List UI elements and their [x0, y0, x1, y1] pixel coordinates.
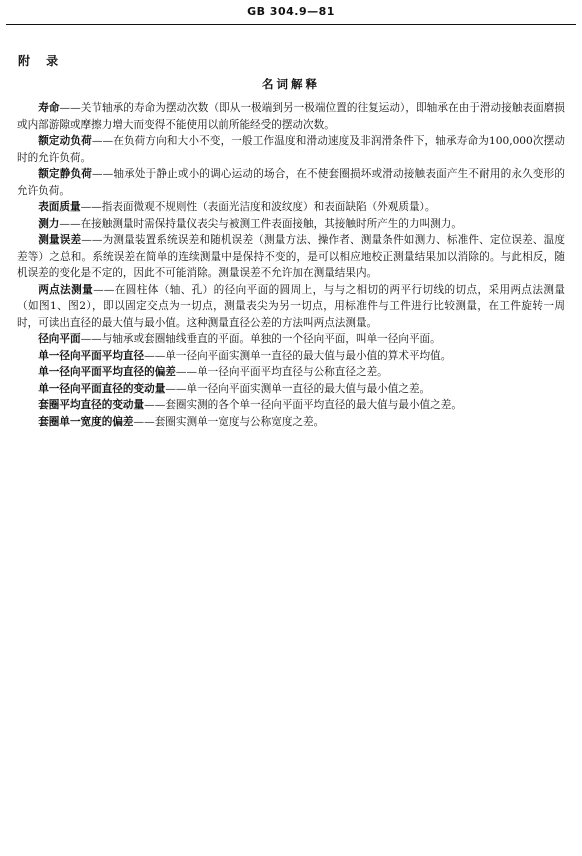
glossary-entry	[17, 133, 565, 166]
entry-term: 单一径向平面平均直径	[38, 349, 145, 362]
entry-definition: ——与轴承或套圈轴线垂直的平面。单独的一个径向平面，叫单一径向平面。	[80, 333, 441, 345]
entry-definition: ——单一径向平面平均直径与公称直径之差。	[175, 366, 388, 378]
entry-term: 套圈平均直径的变动量	[38, 399, 145, 411]
section-title: 名词解释	[262, 77, 320, 91]
glossary-entry	[17, 216, 565, 233]
glossary-entry	[17, 199, 565, 216]
entry-term: 表面质量	[38, 201, 81, 213]
glossary-entry	[17, 166, 565, 199]
glossary-entry	[17, 282, 565, 332]
glossary-entry	[17, 348, 565, 365]
entry-definition: ——套圈实测单一宽度与公称宽度之差。	[133, 415, 325, 428]
entry-definition: ——在接触测量时需保持量仪表尖与被测工件表面接触，其接触时所产生的力叫测力。	[59, 217, 462, 230]
glossary-entry	[17, 232, 565, 282]
entry-term: 寿命	[38, 102, 60, 114]
header-divider	[6, 24, 576, 25]
entry-definition: ——单一径向平面实测单一直径的最大值与最小值之差。	[165, 382, 431, 395]
entry-definition: ——为测量装置系统误差和随机误差（测量方法、操作者、测量条件如测力、标准件、定位误差、温度差等）之总和。系统误差在简单的连续测量中是保持不变的，是可以相应地校正测量结果加以消除的。与此相反，随机误差的变化是不定的，因此不可能消除。测量误差不允许加在测量结果内。	[17, 234, 566, 279]
entry-definition: ——轴承处于静止或小的调心运动的场合，在不使套圈损坏或滑动接触表面产生不耐用的永久变形的允许负荷。	[17, 168, 566, 197]
entry-definition: ——在圆柱体（轴、孔）的径向平面的圆周上，与与之相切的两平行切线的切点，采用两点法测量（如图1、图2），即以固定交点为一切点，测量表尖为另一切点，用标准件与工件进行比较测量，在工件旋转一周时，可读出直径的最大值与最小值。这种测量直径公差的方法叫两点法测量。	[17, 283, 566, 329]
appendix-label: 附 录	[18, 54, 65, 68]
glossary-entry	[17, 397, 565, 414]
entry-definition: ——套圈实测的各个单一径向平面平均直径的最大值与最小值之差。	[144, 399, 462, 411]
glossary-body	[17, 100, 565, 430]
entry-term: 单一径向平面平均直径的偏差	[38, 366, 176, 378]
glossary-entry	[17, 414, 565, 431]
glossary-entry	[17, 100, 565, 133]
glossary-entry	[17, 331, 565, 348]
entry-term: 额定动负荷	[38, 135, 92, 147]
entry-term: 径向平面	[38, 333, 81, 345]
standard-code-header: GB 304.9—81	[247, 5, 335, 18]
entry-term: 测力	[38, 217, 60, 230]
entry-term: 套圈单一宽度的偏差	[38, 415, 134, 428]
glossary-entry	[17, 381, 565, 398]
entry-definition: ——关节轴承的寿命为摆动次数（即从一极端到另一极端位置的往复运动），即轴承在由于滑动接触表面磨损或内部游隙或摩擦力增大而变得不能使用以前所能经受的摆动次数。	[17, 102, 566, 131]
entry-term: 单一径向平面直径的变动量	[38, 382, 166, 395]
entry-term: 两点法测量	[38, 283, 94, 296]
entry-definition: ——单一径向平面实测单一直径的最大值与最小值的算术平均值。	[144, 349, 452, 362]
entry-definition: ——指表面微观不规则性（表面光洁度和波纹度）和表面缺陷（外观质量）。	[80, 201, 436, 213]
entry-term: 额定静负荷	[38, 168, 92, 180]
glossary-entry	[17, 364, 565, 381]
entry-term: 测量误差	[38, 234, 82, 246]
entry-definition: ——在负荷方向和大小不变，一般工作温度和滑动速度及非润滑条件下，轴承寿命为100,000次摆动时的允许负荷。	[17, 135, 565, 164]
